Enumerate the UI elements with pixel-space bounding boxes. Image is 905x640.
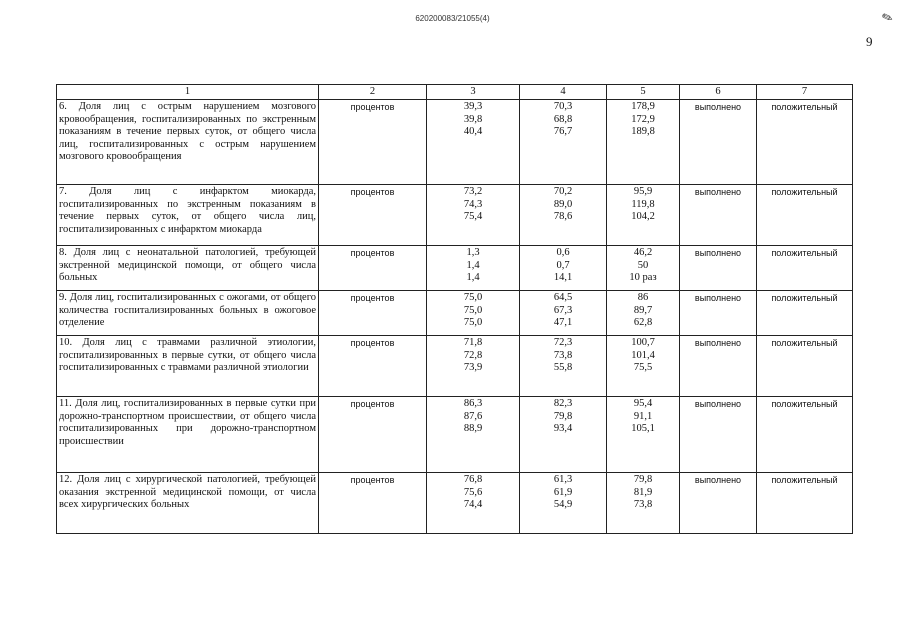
indicator-description: 7. Доля лиц с инфарктом миокарда, госпитализированных по экстренным показаниям в течение первых суток, от общего числа лиц, госпитализированных с инфарктом миокарда bbox=[57, 185, 319, 246]
value-col3 bbox=[427, 336, 520, 397]
column-number-row bbox=[57, 85, 853, 100]
value: 70,3 bbox=[553, 101, 573, 113]
value: 100,7 bbox=[631, 337, 655, 349]
value: 87,6 bbox=[463, 410, 483, 422]
value: 189,8 bbox=[631, 126, 655, 138]
column-header-5: 5 bbox=[607, 85, 680, 100]
value: 95,9 bbox=[633, 186, 653, 198]
result-cell: положительный bbox=[757, 291, 853, 336]
value: 54,9 bbox=[553, 499, 573, 511]
value: 74,4 bbox=[463, 499, 483, 511]
value: 91,1 bbox=[633, 410, 653, 422]
value: 89,0 bbox=[553, 198, 573, 210]
result-cell: положительный bbox=[757, 185, 853, 246]
value-col5 bbox=[607, 291, 680, 336]
status-cell: выполнено bbox=[680, 246, 757, 291]
value: 50 bbox=[637, 259, 649, 271]
indicator-description: 10. Доля лиц с травмами различной этиологии, госпитализированных в первые сутки, от общего числа госпитализированных с травмами различной этиологии bbox=[57, 336, 319, 397]
value-col5 bbox=[607, 473, 680, 534]
value: 64,5 bbox=[553, 292, 573, 304]
table-row bbox=[57, 397, 853, 473]
status-cell: выполнено bbox=[680, 291, 757, 336]
value: 1,4 bbox=[466, 259, 480, 271]
value-col4 bbox=[520, 185, 607, 246]
value: 178,9 bbox=[631, 101, 655, 113]
unit-cell: процентов bbox=[319, 336, 427, 397]
value: 75,6 bbox=[463, 486, 483, 498]
value: 82,3 bbox=[553, 398, 573, 410]
value: 40,4 bbox=[463, 126, 483, 138]
indicator-description: 12. Доля лиц с хирургической патологией, требующей оказания экстренной медицинской помощи, от числа всех хирургических больных bbox=[57, 473, 319, 534]
indicator-description: 9. Доля лиц, госпитализированных с ожогами, от общего количества госпитализированных больных в ожоговое отделение bbox=[57, 291, 319, 336]
value: 46,2 bbox=[633, 247, 653, 259]
value: 89,7 bbox=[633, 304, 653, 316]
table-row bbox=[57, 185, 853, 246]
value: 73,8 bbox=[553, 349, 573, 361]
value-col4 bbox=[520, 473, 607, 534]
status-cell: выполнено bbox=[680, 397, 757, 473]
value: 67,3 bbox=[553, 304, 573, 316]
value-col5 bbox=[607, 336, 680, 397]
value-col3 bbox=[427, 246, 520, 291]
document-id: 620200083/21055(4) bbox=[415, 14, 490, 23]
result-cell: положительный bbox=[757, 473, 853, 534]
result-cell: положительный bbox=[757, 246, 853, 291]
unit-cell: процентов bbox=[319, 473, 427, 534]
value: 75,0 bbox=[463, 317, 483, 329]
result-cell: положительный bbox=[757, 100, 853, 185]
value: 81,9 bbox=[633, 486, 653, 498]
value-col4 bbox=[520, 397, 607, 473]
value-col3 bbox=[427, 397, 520, 473]
value: 70,2 bbox=[553, 186, 573, 198]
value: 55,8 bbox=[553, 362, 573, 374]
value: 1,4 bbox=[466, 272, 480, 284]
value: 95,4 bbox=[633, 398, 653, 410]
value: 101,4 bbox=[631, 349, 655, 361]
value: 14,1 bbox=[553, 272, 573, 284]
table-row bbox=[57, 246, 853, 291]
status-cell: выполнено bbox=[680, 473, 757, 534]
table-row bbox=[57, 473, 853, 534]
indicator-description: 8. Доля лиц с неонатальной патологией, требующей экстренной медицинской помощи, от общего числа больных bbox=[57, 246, 319, 291]
value: 119,8 bbox=[631, 198, 655, 210]
table-row bbox=[57, 291, 853, 336]
indicator-description: 6. Доля лиц с острым нарушением мозгового кровообращения, госпитализированных по экстренным показаниям в течение первых суток, от общего числа лиц, госпитализированных с острым нарушением мозгового кровообращения bbox=[57, 100, 319, 185]
value: 76,7 bbox=[553, 126, 573, 138]
value: 68,8 bbox=[553, 113, 573, 125]
value: 86 bbox=[637, 292, 649, 304]
value: 105,1 bbox=[631, 423, 655, 435]
value-col5 bbox=[607, 397, 680, 473]
value-col5 bbox=[607, 185, 680, 246]
status-cell: выполнено bbox=[680, 336, 757, 397]
value: 79,8 bbox=[553, 410, 573, 422]
column-header-2: 2 bbox=[319, 85, 427, 100]
value: 75,5 bbox=[633, 362, 653, 374]
value-col4 bbox=[520, 100, 607, 185]
column-header-7: 7 bbox=[757, 85, 853, 100]
unit-cell: процентов bbox=[319, 100, 427, 185]
value-col4 bbox=[520, 291, 607, 336]
result-cell: положительный bbox=[757, 336, 853, 397]
unit-cell: процентов bbox=[319, 397, 427, 473]
value-col3 bbox=[427, 473, 520, 534]
value: 71,8 bbox=[463, 337, 483, 349]
value: 61,9 bbox=[553, 486, 573, 498]
table-row bbox=[57, 100, 853, 185]
value: 79,8 bbox=[633, 474, 653, 486]
value: 61,3 bbox=[553, 474, 573, 486]
unit-cell: процентов bbox=[319, 185, 427, 246]
value: 72,3 bbox=[553, 337, 573, 349]
value: 104,2 bbox=[631, 211, 655, 223]
value: 75,0 bbox=[463, 304, 483, 316]
value: 1,3 bbox=[466, 247, 480, 259]
value: 39,8 bbox=[463, 113, 483, 125]
value: 75,4 bbox=[463, 211, 483, 223]
value-col4 bbox=[520, 246, 607, 291]
value: 72,8 bbox=[463, 349, 483, 361]
value: 172,9 bbox=[631, 113, 655, 125]
value: 78,6 bbox=[553, 211, 573, 223]
value-col3 bbox=[427, 185, 520, 246]
value: 75,0 bbox=[463, 292, 483, 304]
value-col4 bbox=[520, 336, 607, 397]
page-number: 9 bbox=[866, 34, 873, 49]
column-header-1: 1 bbox=[57, 85, 319, 100]
value: 73,8 bbox=[633, 499, 653, 511]
column-header-4: 4 bbox=[520, 85, 607, 100]
value: 76,8 bbox=[463, 474, 483, 486]
value: 47,1 bbox=[553, 317, 573, 329]
value: 0,7 bbox=[556, 259, 570, 271]
value-col5 bbox=[607, 246, 680, 291]
column-header-3: 3 bbox=[427, 85, 520, 100]
indicators-table bbox=[56, 84, 853, 534]
unit-cell: процентов bbox=[319, 291, 427, 336]
value: 86,3 bbox=[463, 398, 483, 410]
value-col3 bbox=[427, 100, 520, 185]
value: 73,9 bbox=[463, 362, 483, 374]
unit-cell: процентов bbox=[319, 246, 427, 291]
table-row bbox=[57, 336, 853, 397]
value: 62,8 bbox=[633, 317, 653, 329]
value-col5 bbox=[607, 100, 680, 185]
value: 0,6 bbox=[556, 247, 570, 259]
pen-mark-icon: ✎ bbox=[879, 8, 895, 27]
column-header-6: 6 bbox=[680, 85, 757, 100]
value: 39,3 bbox=[463, 101, 483, 113]
value: 74,3 bbox=[463, 198, 483, 210]
result-cell: положительный bbox=[757, 397, 853, 473]
indicator-description: 11. Доля лиц, госпитализированных в первые сутки при дорожно-транспортном происшествии, от общего числа госпитализированных при дорожно-транспортном происшествии bbox=[57, 397, 319, 473]
value: 10 раз bbox=[629, 272, 657, 284]
value: 73,2 bbox=[463, 186, 483, 198]
status-cell: выполнено bbox=[680, 100, 757, 185]
value: 93,4 bbox=[553, 423, 573, 435]
value: 88,9 bbox=[463, 423, 483, 435]
status-cell: выполнено bbox=[680, 185, 757, 246]
value-col3 bbox=[427, 291, 520, 336]
